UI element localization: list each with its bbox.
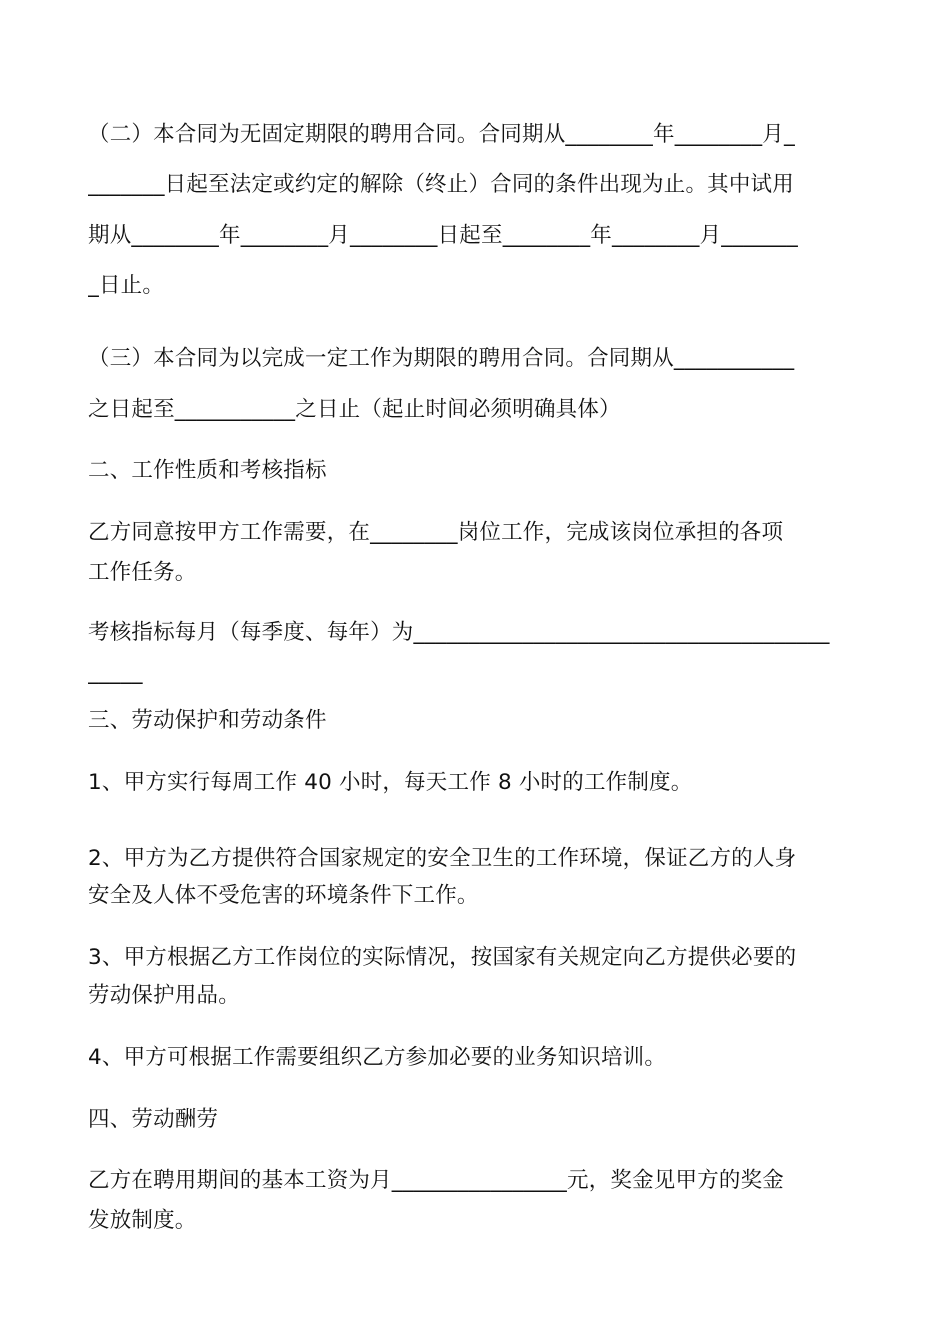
paragraph-line: _______日起至法定或约定的解除（终止）合同的条件出现为止。其中试用 — [88, 172, 794, 197]
paragraph-line: （二）本合同为无固定期限的聘用合同。合同期从________年________月_ — [88, 122, 795, 147]
list-item: 3、甲方根据乙方工作岗位的实际情况，按国家有关规定向乙方提供必要的 — [88, 945, 797, 970]
paragraph-line: （三）本合同为以完成一定工作为期限的聘用合同。合同期从___________ — [88, 346, 795, 371]
list-item: 劳动保护用品。 — [88, 983, 240, 1008]
list-item: 1、甲方实行每周工作 40 小时，每天工作 8 小时的工作制度。 — [88, 770, 693, 795]
section-heading: 三、劳动保护和劳动条件 — [88, 708, 327, 733]
paragraph-line: 乙方在聘用期间的基本工资为月________________元，奖金见甲方的奖金 — [88, 1168, 785, 1193]
paragraph-line: 工作任务。 — [88, 560, 197, 585]
list-item: 2、甲方为乙方提供符合国家规定的安全卫生的工作环境，保证乙方的人身 — [88, 846, 797, 871]
paragraph-line: 考核指标每月（每季度、每年）为______________________________________ — [88, 620, 830, 645]
paragraph-line: 发放制度。 — [88, 1208, 197, 1233]
paragraph-line: 期从________年________月________日起至________年________月_______ — [88, 223, 798, 248]
paragraph-line: _____ — [88, 660, 143, 685]
list-item: 安全及人体不受危害的环境条件下工作。 — [88, 883, 479, 908]
paragraph-line: 之日起至___________之日止（起止时间必须明确具体） — [88, 397, 621, 422]
paragraph-line: _日止。 — [88, 273, 165, 298]
paragraph-line: 乙方同意按甲方工作需要，在________岗位工作，完成该岗位承担的各项 — [88, 520, 784, 545]
section-heading: 二、工作性质和考核指标 — [88, 458, 327, 483]
list-item: 4、甲方可根据工作需要组织乙方参加必要的业务知识培训。 — [88, 1045, 667, 1070]
section-heading: 四、劳动酬劳 — [88, 1107, 219, 1132]
